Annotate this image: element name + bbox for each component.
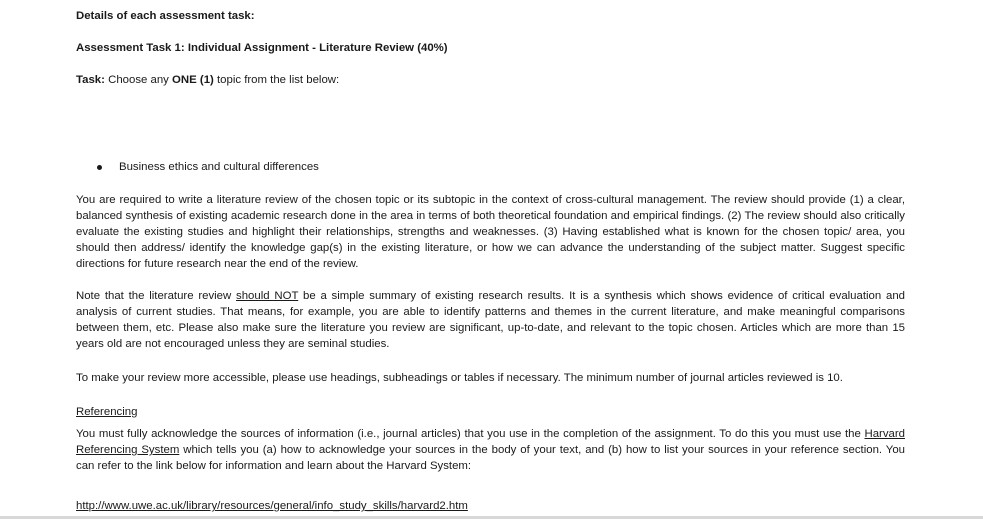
- accessibility-paragraph: To make your review more accessible, please use headings, subheadings or tables if necessary. The minimum number of journal articles reviewed is 10.: [76, 372, 843, 384]
- referencing-after: which tells you (a) how to acknowledge your sources in the body of your text, and (b) how to list your sources in your reference section. You can refer to the link below for information and learn about the Harvard System:: [76, 444, 906, 472]
- task-intro-text-after: topic from the list below:: [213, 74, 340, 86]
- task-intro-emphasis: ONE (1): [172, 74, 214, 86]
- synthesis-note-paragraph: [76, 288, 905, 352]
- bullet-icon: [97, 165, 102, 170]
- referencing-heading: Referencing: [76, 406, 138, 418]
- task-intro: [76, 73, 339, 88]
- referencing-paragraph: [76, 426, 905, 474]
- referencing-before: You must fully acknowledge the sources of information (i.e., journal articles) that you use in the completion of the assignment. To do this you must use the: [76, 428, 865, 440]
- harvard-guide-url-line: [76, 499, 468, 514]
- requirements-paragraph: You are required to write a literature review of the chosen topic or its subtopic in the context of cross-cultural management. The review should provide (1) a clear, balanced synthesis of existing academic research done in the area in terms of both theoretical foundation and empirical findings. (2) The review should also critically evaluate the existing studies and highlight their relationships, strengths and weaknesses. (3) Having established what is known for the chosen topic/ area, you should then address/ identify the knowledge gap(s) in the existing literature, or how we can advance the understanding of the subject matter. Suggest specific directions for future research near the end of the review.: [76, 194, 905, 270]
- topic-list-item: Business ethics and cultural differences: [119, 161, 319, 173]
- note-after: be a simple summary of existing research results. It is a synthesis which shows evidence of critical evaluation and analysis of current studies. That means, for example, you are able to identify patterns and themes in the current literature, and make meaningful comparisons between them, etc. Please also make sure the literature you review are significant, up-to-date, and relevant to the topic chosen. Articles which are more than 15 years old are not encouraged unless they are seminal studies.: [76, 290, 905, 350]
- task-title: Assessment Task 1: Individual Assignment - Literature Review (40%): [76, 42, 448, 54]
- harvard-guide-link[interactable]: http://www.uwe.ac.uk/library/resources/general/info_study_skills/harvard2.htm: [76, 500, 468, 512]
- note-before: Note that the literature review: [76, 290, 237, 302]
- should-not-emphasis: should NOT: [236, 290, 299, 302]
- task-intro-text-before: Choose any: [104, 74, 173, 86]
- section-heading: Details of each assessment task:: [76, 10, 255, 22]
- task-label: Task:: [76, 74, 105, 86]
- harvard-system-link[interactable]: Harvard Referencing System: [76, 428, 905, 456]
